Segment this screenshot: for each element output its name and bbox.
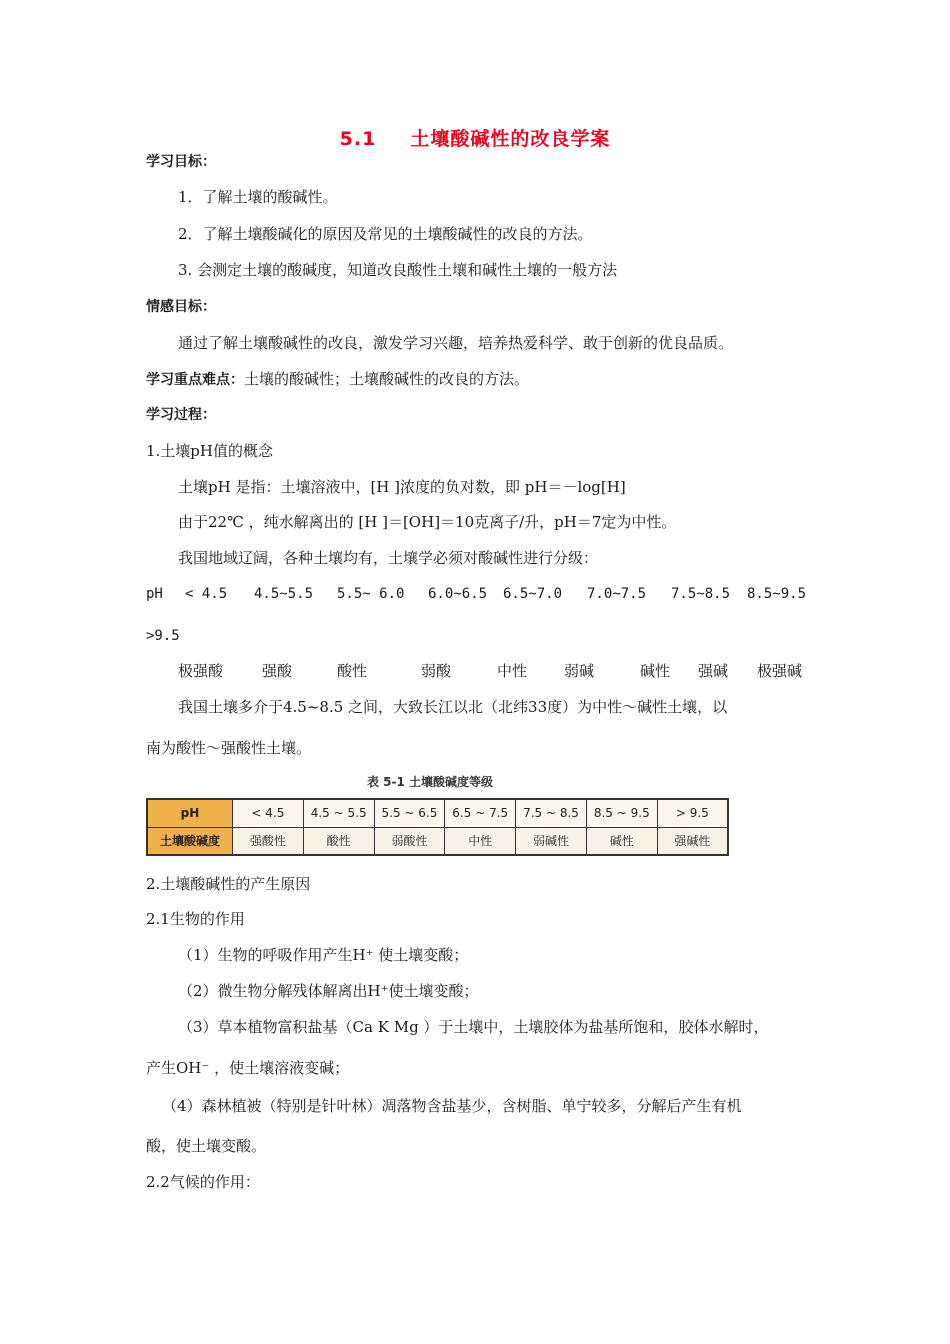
ph-scale-value: 8.5~9.5 — [747, 586, 807, 602]
section2-sub1: 2.1生物的作用 — [146, 910, 245, 928]
page-title — [0, 124, 950, 151]
ph-grade-names-row — [0, 661, 950, 681]
grade-name: 弱酸 — [421, 662, 452, 680]
section1-p3: 我国地域辽阔，各种土壤均有，土壤学必须对酸碱性进行分级： — [178, 549, 599, 567]
grade-name: 酸性 — [337, 662, 368, 680]
emotion-heading: 情感目标： — [146, 299, 216, 315]
section2-heading: 2.土壤酸碱性的产生原因 — [146, 875, 311, 893]
table-cell: 弱酸性 — [374, 827, 445, 855]
table-cell: 4.5 ~ 5.5 — [303, 799, 374, 827]
ph-scale-row — [0, 584, 950, 604]
title-number: 5.1 — [339, 128, 377, 150]
section2-item-3-line1: （3）草本植物富积盐基（Ca K Mg ）于土壤中，土壤胶体为盐基所饱和，胶体水解时， — [178, 1018, 769, 1036]
goal-item-2: 2．了解土壤酸碱化的原因及常见的土壤酸碱性的改良的方法。 — [178, 225, 593, 243]
table-cell: 碱性 — [586, 827, 657, 855]
ph-scale-value: 6.5~7.0 — [503, 586, 563, 602]
grade-name: 弱碱 — [564, 662, 595, 680]
section2-item-4-line1: （4）森林植被（特别是针叶林）凋落物含盐基少，含树脂、单宁较多，分解后产生有机 — [162, 1097, 742, 1115]
table-cell: 强酸性 — [233, 827, 304, 855]
table-cell: 6.5 ~ 7.5 — [445, 799, 516, 827]
section1-p4-line1: 我国土壤多介于4.5~8.5 之间，大致长江以北（北纬33度）为中性～碱性土壤，以 — [178, 698, 728, 716]
table-header-cell: pH — [147, 799, 233, 827]
goal-item-3: 3. 会测定土壤的酸碱度，知道改良酸性土壤和碱性土壤的一般方法 — [178, 261, 618, 279]
ph-scale-value: 4.5~5.5 — [254, 586, 314, 602]
table-cell: 5.5 ~ 6.5 — [374, 799, 445, 827]
table-cell: 强碱性 — [657, 827, 728, 855]
grade-name: 极强碱 — [757, 662, 803, 680]
section2-sub2: 2.2气候的作用： — [146, 1173, 260, 1191]
section1-p1: 土壤pH 是指：土壤溶液中，[H ]浓度的负对数，即 pH＝－log[H] — [178, 478, 626, 496]
key-points-text: 土壤的酸碱性；土壤酸碱性的改良的方法。 — [244, 370, 530, 388]
table-cell: < 4.5 — [233, 799, 304, 827]
ph-scale-wrap: >9.5 — [146, 628, 180, 644]
table-row — [147, 799, 728, 827]
grade-name: 碱性 — [640, 662, 671, 680]
table-cell: 弱碱性 — [516, 827, 587, 855]
process-heading: 学习过程： — [146, 407, 216, 423]
title-text: 土壤酸碱性的改良学案 — [410, 128, 611, 150]
table-row — [147, 827, 728, 855]
section2-item-4-line2: 酸，使土壤变酸。 — [146, 1137, 267, 1155]
section2-item-3-line2: 产生OH⁻ ，使土壤溶液变碱； — [146, 1059, 350, 1077]
table-cell: 中性 — [445, 827, 516, 855]
ph-scale-value: < 4.5 — [185, 586, 228, 602]
ph-scale-value: 6.0~6.5 — [428, 586, 488, 602]
ph-scale-label: pH — [146, 586, 163, 602]
grade-name: 极强酸 — [178, 662, 224, 680]
table-cell: 7.5 ~ 8.5 — [516, 799, 587, 827]
ph-grade-table — [146, 798, 729, 856]
ph-scale-value: 7.5~8.5 — [671, 586, 731, 602]
table-cell: 8.5 ~ 9.5 — [586, 799, 657, 827]
emotion-text: 通过了解土壤酸碱性的改良，激发学习兴趣，培养热爱科学、敢于创新的优良品质。 — [178, 334, 734, 352]
grade-name: 强酸 — [262, 662, 293, 680]
table-cell: 酸性 — [303, 827, 374, 855]
grade-name: 强碱 — [698, 662, 729, 680]
section2-item-1: （1）生物的呼吸作用产生H⁺ 使土壤变酸； — [178, 946, 469, 964]
ph-scale-value: 5.5~ 6.0 — [337, 586, 405, 602]
ph-scale-value: 7.0~7.5 — [587, 586, 647, 602]
section1-heading: 1.土壤pH值的概念 — [146, 442, 273, 460]
section1-p2: 由于22℃ ，纯水解离出的 [H ]＝[OH]＝10克离子/升，pH＝7定为中性。 — [178, 513, 677, 531]
section1-p4-line2: 南为酸性～强酸性土壤。 — [146, 739, 312, 757]
table-header-cell: 土壤酸碱度 — [147, 827, 233, 855]
section2-item-2: （2）微生物分解残体解离出H⁺使土壤变酸； — [178, 982, 479, 1000]
grade-name: 中性 — [497, 662, 528, 680]
key-points-heading: 学习重点难点： — [146, 372, 244, 388]
goal-item-1: 1．了解土壤的酸碱性。 — [178, 188, 338, 206]
table-cell: > 9.5 — [657, 799, 728, 827]
key-points — [146, 369, 529, 390]
goals-heading: 学习目标： — [146, 154, 216, 170]
table-caption: 表 5-1 土壤酸碱度等级 — [367, 775, 494, 789]
